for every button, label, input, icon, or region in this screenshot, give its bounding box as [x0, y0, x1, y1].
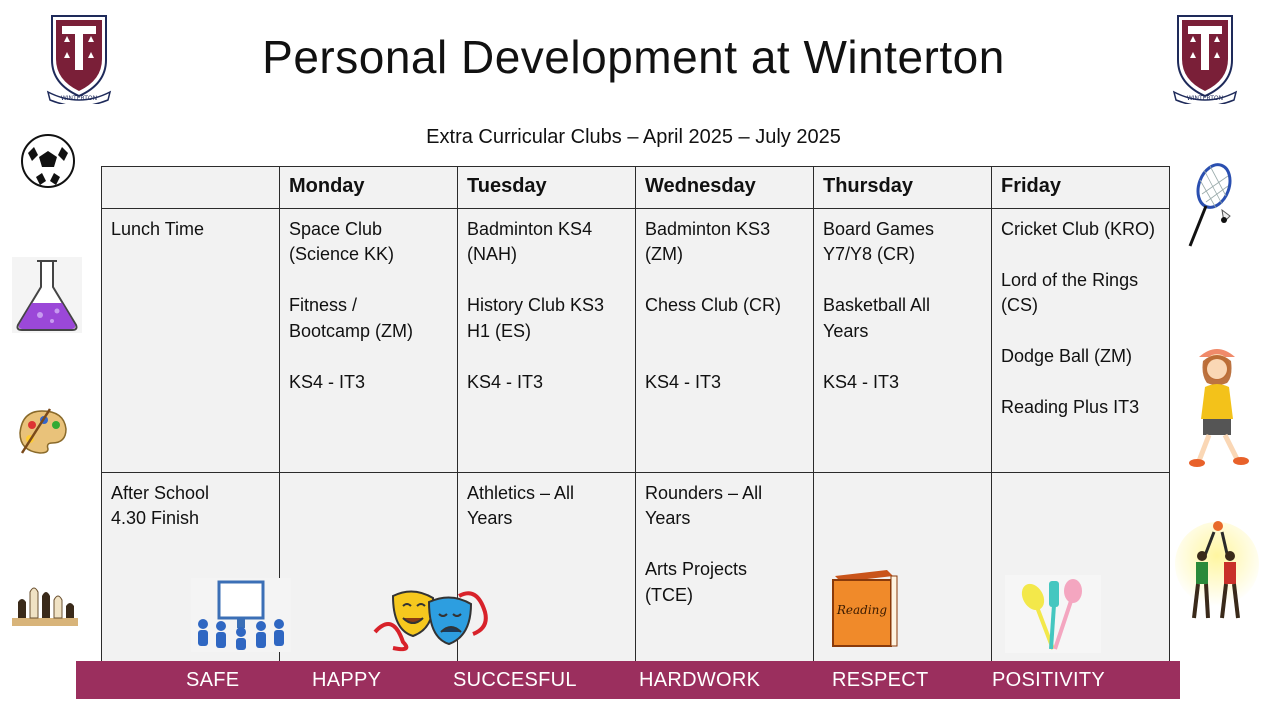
row-label-text: Lunch Time: [111, 218, 205, 239]
crest-text: WINTERTON: [60, 95, 98, 102]
badminton-racket-icon: [1184, 162, 1234, 250]
club-entry: Fitness / Bootcamp (ZM): [289, 295, 414, 341]
reading-book-icon: [829, 568, 901, 650]
header-cell-friday: Friday: [992, 167, 1170, 209]
value-safe: SAFE: [186, 669, 240, 691]
club-entry: Cricket Club (KRO): [1001, 218, 1156, 239]
header-cell-wednesday: Wednesday: [636, 167, 814, 209]
computer-group-icon: [191, 578, 291, 652]
value-hardwork: HARDWORK: [639, 669, 761, 691]
club-entry: Reading Plus IT3: [1001, 397, 1140, 417]
club-entry: KS4 - IT3: [823, 371, 900, 392]
value-respect: RESPECT: [832, 669, 929, 691]
cell-friday-lunch: [992, 208, 1170, 472]
football-icon: [20, 133, 76, 189]
netball-players-icon: [1174, 518, 1260, 626]
header-cell-thursday: Thursday: [814, 167, 992, 209]
club-entry: Space Club (Science KK): [289, 218, 395, 264]
page-title: Personal Development at Winterton: [262, 31, 1005, 83]
club-entry: Athletics – All Years: [467, 482, 575, 528]
school-values-bar: [76, 661, 1180, 699]
row-label: [102, 208, 280, 472]
row-label-text: After School 4.30 Finish: [111, 482, 210, 528]
club-entry: Dodge Ball (ZM): [1001, 346, 1133, 366]
club-entry: KS4 - IT3: [467, 371, 544, 392]
page-subtitle: Extra Curricular Clubs – April 2025 – July 2025: [426, 126, 841, 148]
header-cell-monday: Monday: [280, 167, 458, 209]
header-cell-tuesday: Tuesday: [458, 167, 636, 209]
cooking-utensils-icon: [1005, 575, 1101, 653]
science-flask-icon: [12, 257, 82, 333]
cell-wednesday-lunch: [636, 208, 814, 472]
theatre-masks-icon: [373, 582, 489, 654]
club-entry: Arts Projects (TCE): [645, 559, 748, 605]
crest-text: WINTERTON: [1186, 95, 1224, 102]
club-entry: Badminton KS3 (ZM): [645, 218, 771, 264]
club-entry: KS4 - IT3: [289, 371, 366, 392]
value-happy: HAPPY: [312, 669, 382, 691]
club-entry: Basketball All Years: [823, 295, 931, 341]
header-row: [102, 167, 1170, 209]
paint-palette-icon: [16, 403, 68, 455]
club-entry: Badminton KS4 (NAH): [467, 218, 593, 264]
walking-girl-icon: [1187, 343, 1249, 469]
cell-tuesday-lunch: [458, 208, 636, 472]
value-succesful: SUCCESFUL: [453, 669, 577, 691]
header-cell-blank: [102, 167, 280, 209]
cell-wednesday-after: [636, 472, 814, 661]
club-entry: History Club KS3 H1 (ES): [467, 295, 605, 341]
club-entry: Lord of the Rings (CS): [1001, 269, 1139, 315]
chess-pieces-icon: [12, 578, 78, 628]
club-entry: KS4 - IT3: [645, 371, 722, 392]
book-label: Reading: [836, 603, 888, 617]
cell-monday-lunch: [280, 208, 458, 472]
lunch-time-row: [102, 208, 1170, 472]
cell-thursday-lunch: [814, 208, 992, 472]
value-positivity: POSITIVITY: [992, 669, 1106, 691]
club-entry: Board Games Y7/Y8 (CR): [823, 218, 935, 264]
club-entry: Rounders – All Years: [645, 482, 763, 528]
club-entry: Chess Club (CR): [645, 295, 782, 315]
